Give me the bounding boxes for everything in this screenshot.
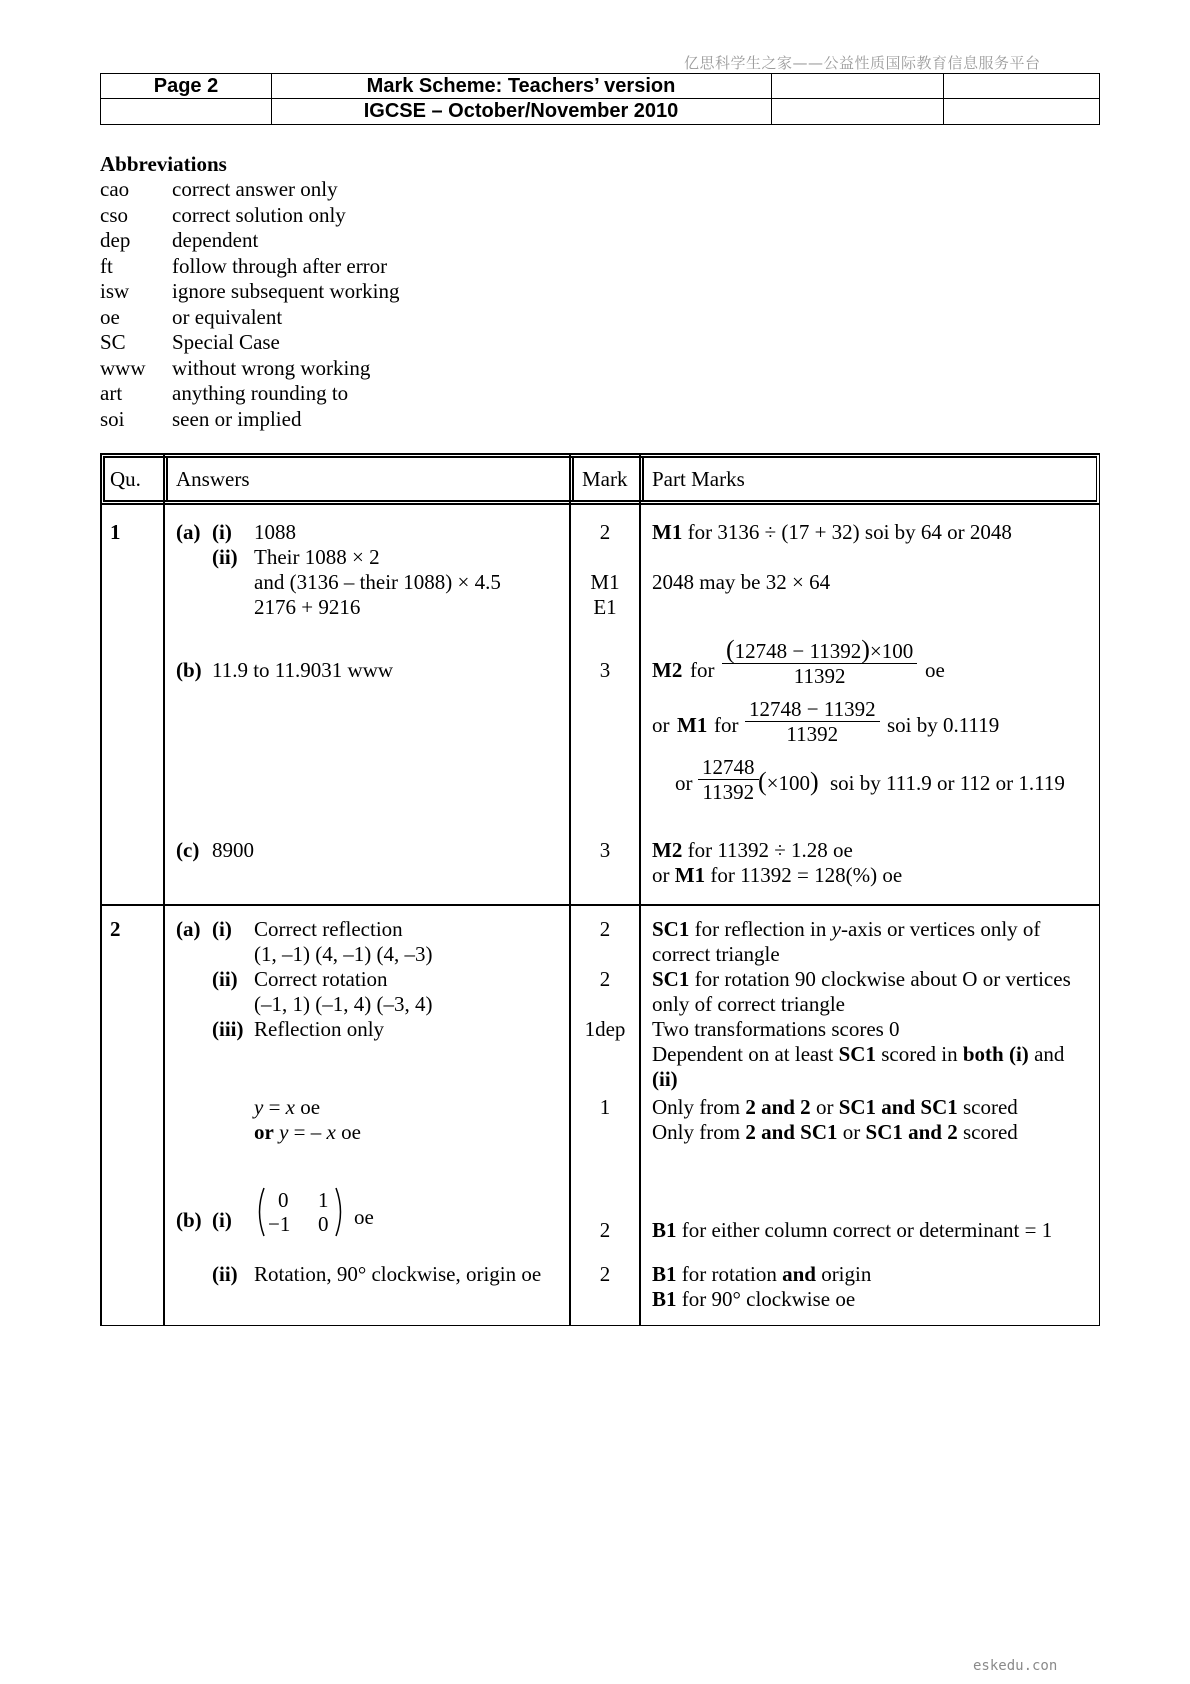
- subpart-label: (i): [212, 917, 232, 941]
- col-header-part-marks: Part Marks: [652, 467, 745, 491]
- table-border: [100, 1325, 1100, 1327]
- answer-text: (–1, 1) (–1, 4) (–3, 4): [254, 992, 433, 1016]
- part-mark-desc: oe: [925, 658, 945, 682]
- table-border: [103, 456, 105, 502]
- emphasis: and: [782, 1262, 816, 1286]
- table-border: [1099, 453, 1101, 1326]
- part-mark-desc: for 3136 ÷ (17 + 32) soi by 64 or 2048: [682, 520, 1012, 544]
- part-mark-text: [652, 520, 1012, 545]
- header-subtitle: IGCSE – October/November 2010: [363, 100, 679, 122]
- part-mark-desc: Only from: [652, 1095, 746, 1119]
- col-header-qu: Qu.: [110, 467, 141, 491]
- fraction-denominator: 11392: [745, 721, 880, 746]
- mark-value: E1: [593, 595, 617, 619]
- fraction: [698, 755, 759, 804]
- answer-text: (1, –1) (4, –1) (4, –3): [254, 942, 433, 966]
- subpart-label: (iii): [212, 1017, 244, 1041]
- answer-text: 1088: [254, 520, 296, 544]
- abbreviation-code: ft: [100, 253, 113, 278]
- matrix-cell: −1: [268, 1212, 291, 1236]
- answer-text: Reflection only: [254, 1017, 385, 1041]
- matrix-cell: 0: [318, 1212, 329, 1236]
- table-header-divider: [103, 500, 1097, 502]
- header-title: Mark Scheme: Teachers’ version: [366, 75, 676, 97]
- abbreviation-meaning: seen or implied: [172, 406, 302, 431]
- part-mark-text: [652, 863, 902, 888]
- math-variable: x: [285, 1095, 295, 1119]
- table-border: [100, 453, 102, 1326]
- table-header-divider: [100, 503, 1100, 505]
- part-mark-desc: for: [690, 658, 715, 682]
- answer-text: Their 1088 × 2: [254, 545, 380, 569]
- math-variable: y: [279, 1120, 289, 1144]
- mark-value: 1: [599, 1095, 611, 1119]
- mark-value: M1: [590, 570, 620, 594]
- mark-value: 2: [599, 1262, 611, 1286]
- part-mark-desc: for either column correct or determinant = 1: [676, 1218, 1053, 1242]
- part-mark-text: [652, 1120, 1018, 1145]
- mark-value: 2: [599, 520, 611, 544]
- table-col-divider: [572, 456, 574, 502]
- answer-text: [254, 1120, 361, 1145]
- col-header-answers: Answers: [176, 467, 250, 491]
- abbreviation-meaning: Special Case: [172, 330, 280, 354]
- mark-code: SC1: [652, 967, 690, 991]
- abbreviation-code: www: [100, 355, 146, 380]
- abbreviations-title: Abbreviations: [100, 152, 227, 176]
- mark-code: M1: [652, 520, 683, 544]
- table-border: [1096, 456, 1098, 502]
- page-number: Page 2: [153, 75, 219, 97]
- abbreviation-meaning: correct solution only: [172, 202, 346, 227]
- mark-scheme-table: [100, 453, 1100, 1326]
- mark-code: B1: [652, 1262, 677, 1286]
- fraction: [722, 635, 917, 688]
- fraction-multiplier: ×100: [766, 771, 811, 795]
- matrix-cell: 1: [318, 1188, 329, 1212]
- abbreviation-code: SC: [100, 330, 126, 354]
- math-variable: x: [326, 1120, 336, 1144]
- mark-code: SC1: [652, 917, 690, 941]
- subpart-label: (i): [212, 1208, 232, 1232]
- emphasis: (ii): [652, 1067, 678, 1091]
- part-mark-desc: only of correct triangle: [652, 992, 845, 1016]
- part-mark-text: [652, 1287, 855, 1312]
- part-mark-desc: soi by 111.9 or 112 or 1.119: [830, 771, 1065, 795]
- part-label: (b): [176, 1208, 202, 1232]
- part-mark-desc: and: [1028, 1042, 1065, 1066]
- emphasis: SC1 and SC1: [838, 1095, 958, 1119]
- emphasis: both (i): [962, 1042, 1029, 1066]
- part-mark-text: [652, 917, 1040, 942]
- part-mark-text: [652, 838, 853, 863]
- abbreviation-code: cso: [100, 202, 128, 227]
- mark-code: M2: [652, 838, 683, 862]
- subpart-label: (ii): [212, 1262, 238, 1286]
- abbreviation-meaning: anything rounding to: [172, 381, 349, 405]
- math-variable: y: [831, 917, 841, 941]
- answer-text: and (3136 – their 1088) × 4.5: [254, 570, 501, 594]
- part-mark-desc: correct triangle: [652, 942, 780, 966]
- part-label: (a): [176, 520, 201, 544]
- fraction-numerator: 12748: [702, 755, 755, 779]
- abbreviation-meaning: or equivalent: [172, 304, 283, 329]
- mark-value: 2: [599, 917, 611, 941]
- watermark-top: 亿思科学生之家——公益性质国际教育信息服务平台: [684, 54, 1041, 72]
- mark-code: M2: [652, 658, 683, 682]
- table-border: [103, 456, 1097, 458]
- part-mark-text: [652, 1095, 1018, 1120]
- part-mark-desc: for rotation: [676, 1262, 783, 1286]
- answer-text: Correct rotation: [254, 967, 388, 991]
- emphasis: or: [254, 1120, 274, 1144]
- mark-code: SC1: [838, 1042, 876, 1066]
- part-mark-desc: scored: [957, 1095, 1018, 1119]
- part-label: (a): [176, 917, 201, 941]
- fraction-multiplier: ×100: [869, 639, 914, 663]
- part-mark-text: 2048 may be 32 × 64: [652, 570, 831, 594]
- part-mark-desc: for: [714, 713, 739, 737]
- part-mark-desc: Only from: [652, 1120, 746, 1144]
- part-mark-text: [652, 1262, 871, 1287]
- abbreviation-code: art: [100, 381, 123, 405]
- part-mark-desc: (×100): [758, 767, 819, 796]
- part-mark-desc: for 11392 ÷ 1.28 oe: [682, 838, 853, 862]
- abbreviation-code: dep: [100, 228, 131, 252]
- part-mark-desc: scored in: [875, 1042, 963, 1066]
- emphasis: SC1 and 2: [865, 1120, 958, 1144]
- answer-text: Rotation, 90° clockwise, origin oe: [254, 1262, 542, 1286]
- abbreviation-code: cao: [100, 177, 130, 201]
- table-border: [100, 453, 1100, 455]
- part-mark-desc: or: [675, 771, 693, 795]
- math-operator: =: [263, 1095, 286, 1119]
- abbreviation-meaning: dependent: [172, 228, 259, 252]
- part-mark-desc: scored: [957, 1120, 1018, 1144]
- part-mark-desc: for 90° clockwise oe: [676, 1287, 856, 1311]
- part-mark-text: [652, 1218, 1052, 1243]
- header-col-divider: [943, 74, 944, 124]
- table-col-divider: [642, 456, 644, 502]
- table-col-divider: [163, 453, 165, 1326]
- part-mark-desc: or: [652, 863, 675, 887]
- answer-suffix: oe: [295, 1095, 321, 1119]
- answer-text: 2176 + 9216: [254, 595, 361, 619]
- emphasis: 2 and 2: [745, 1095, 811, 1119]
- answer-suffix: oe: [335, 1120, 361, 1144]
- abbreviation-meaning: without wrong working: [172, 355, 371, 380]
- matrix: [254, 1186, 346, 1238]
- table-col-divider: [166, 456, 168, 502]
- question-number: 2: [110, 917, 121, 941]
- part-mark-desc: -axis or vertices only of: [840, 917, 1041, 941]
- watermark-bottom: eskedu.con: [973, 1658, 1058, 1674]
- part-label: (c): [176, 838, 200, 862]
- part-mark-desc: Dependent on at least: [652, 1042, 839, 1066]
- fraction: [745, 697, 880, 746]
- matrix-cell: 0: [278, 1188, 289, 1212]
- part-mark-desc: for rotation 90 clockwise about O or vertices: [689, 967, 1071, 991]
- mark-code: M1: [677, 713, 708, 737]
- answer-text: 11.9 to 11.9031 www: [212, 658, 394, 682]
- part-mark-desc: or: [837, 1120, 866, 1144]
- subpart-label: (ii): [212, 967, 238, 991]
- math-variable: y: [254, 1095, 264, 1119]
- fraction-denominator: 11392: [722, 663, 917, 688]
- header-col-divider: [771, 74, 772, 124]
- mark-value: 2: [599, 1218, 611, 1242]
- answer-text: [254, 1095, 320, 1120]
- fraction-numerator: 12748 − 11392: [749, 697, 876, 721]
- abbreviation-code: isw: [100, 279, 130, 303]
- abbreviation-meaning: ignore subsequent working: [172, 279, 400, 303]
- part-mark-desc: for reflection in: [689, 917, 832, 941]
- subpart-label: (ii): [212, 545, 238, 569]
- mark-code: B1: [652, 1287, 677, 1311]
- part-mark-text: [652, 1042, 1064, 1067]
- abbreviation-code: oe: [100, 304, 120, 329]
- mark-value: 2: [599, 967, 611, 991]
- part-label: (b): [176, 658, 202, 682]
- question-number: 1: [110, 520, 121, 544]
- answer-text: 8900: [212, 838, 254, 862]
- col-header-mark: Mark: [582, 467, 628, 491]
- page-header: [100, 73, 1100, 125]
- mark-code: M1: [674, 863, 706, 887]
- subpart-label: (i): [212, 520, 232, 544]
- mark-value: 1dep: [584, 1017, 626, 1041]
- part-mark-desc: origin: [815, 1262, 872, 1286]
- table-row-divider: [100, 904, 1100, 906]
- part-mark-desc: or: [810, 1095, 839, 1119]
- fraction-numerator: (12748 − 11392)×100: [726, 635, 914, 664]
- mark-code: B1: [652, 1218, 677, 1242]
- abbreviation-code: soi: [100, 406, 125, 431]
- abbreviation-meaning: correct answer only: [172, 177, 338, 201]
- part-mark-text: [652, 967, 1071, 992]
- fraction-denominator: 11392: [698, 779, 759, 804]
- mark-value: 3: [599, 838, 611, 862]
- abbreviation-meaning: follow through after error: [172, 253, 388, 278]
- math-operator: = –: [288, 1120, 327, 1144]
- part-mark-desc: Two transformations scores 0: [652, 1017, 900, 1041]
- part-mark-desc: or: [652, 713, 670, 737]
- mark-value: 3: [599, 658, 611, 682]
- emphasis: 2 and SC1: [745, 1120, 838, 1144]
- answer-suffix: oe: [354, 1205, 374, 1229]
- fraction-numerator-text: 12748 − 11392: [734, 639, 862, 663]
- part-mark-desc: soi by 0.1119: [887, 713, 1000, 737]
- answer-text: Correct reflection: [254, 917, 403, 941]
- part-mark-desc: for 11392 = 128(%) oe: [705, 863, 903, 887]
